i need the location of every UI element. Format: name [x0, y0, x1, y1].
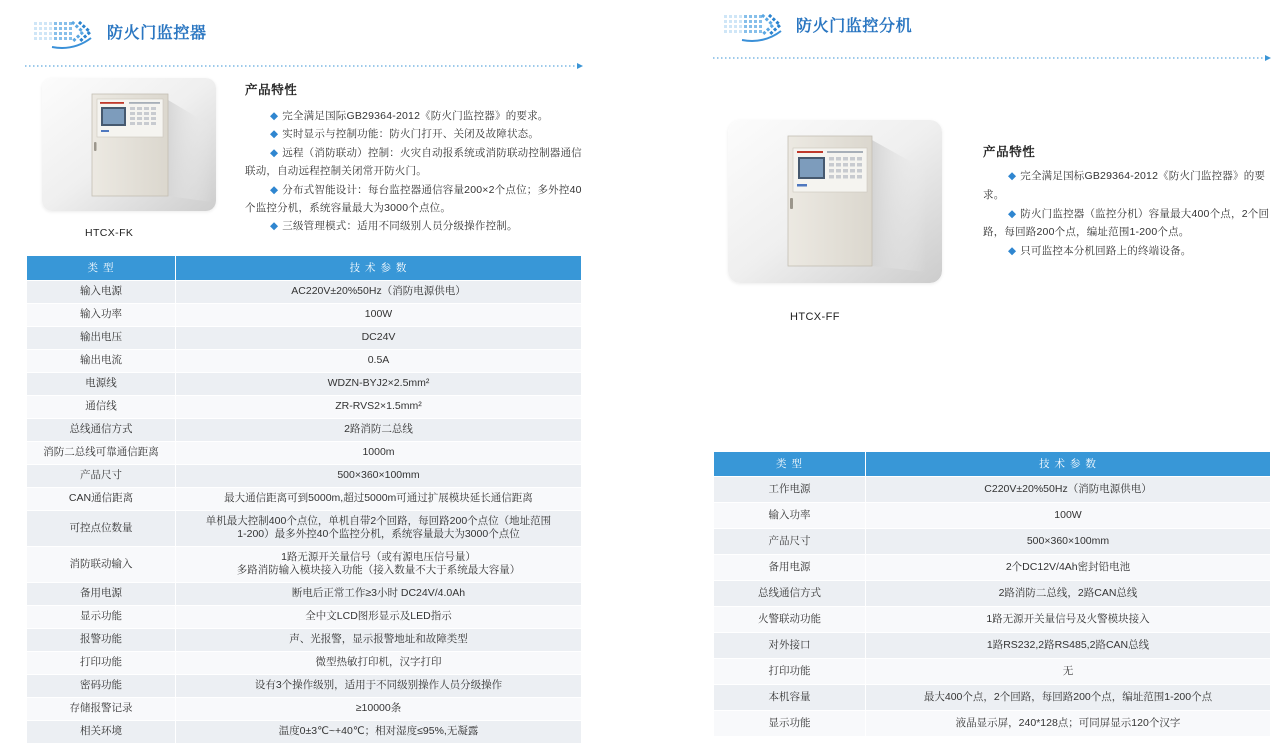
- table-cell-type: 总线通信方式: [27, 418, 176, 441]
- table-cell-spec: 500×360×100mm: [866, 528, 1271, 554]
- table-cell-type: 打印功能: [714, 658, 866, 684]
- table-cell-spec: 断电后正常工作≥3小时 DC24V/4.0Ah: [176, 582, 582, 605]
- feature-item: [245, 144, 583, 181]
- table-cell-spec: 1路无源开关量信号及火警模块接入: [866, 606, 1271, 632]
- table-row: [27, 441, 582, 464]
- diamond-bullet-icon: ◆: [1008, 207, 1017, 220]
- table-row: [27, 349, 582, 372]
- feature-text: 三级管理模式：适用不同级别人员分级操作控制。: [282, 220, 518, 233]
- table-cell-type: 相关环境: [27, 720, 176, 743]
- table-cell-type: 输出电流: [27, 349, 176, 372]
- table-cell-spec: 500×360×100mm: [176, 464, 582, 487]
- monitor-cabinet-image: [42, 78, 216, 211]
- feature-text: 远程（消防联动）控制：火灾自动报系统或消防联动控制器通信联动，自动远程控制关闭常开防火门。: [245, 146, 582, 178]
- table-cell-spec: 1000m: [176, 441, 582, 464]
- table-cell-spec: 1路RS232,2路RS485,2路CAN总线: [866, 632, 1271, 658]
- features-heading: 产品特性: [983, 145, 1036, 159]
- table-row: [714, 658, 1271, 684]
- table-header-type: 类 型: [714, 452, 866, 476]
- table-row: [714, 580, 1271, 606]
- feature-text: 分布式智能设计：每台监控器通信容量200×2个点位；多外控40个监控分机，系统容量最大为3000个点位。: [245, 183, 582, 215]
- product-photo: [728, 120, 942, 283]
- dotted-arrow-icon: [724, 11, 786, 43]
- feature-item: [245, 217, 583, 235]
- diamond-bullet-icon: ◆: [270, 146, 279, 159]
- section-title: 防火门监控器: [107, 23, 207, 42]
- table-row: [27, 674, 582, 697]
- features-list: [245, 107, 583, 236]
- feature-text: 完全满足国际GB29364-2012《防火门监控器》的要求。: [282, 110, 549, 122]
- table-cell-spec: 最大400个点，2个回路，每回路200个点，编址范围1-200个点: [866, 684, 1271, 710]
- table-cell-spec: 100W: [866, 502, 1271, 528]
- table-cell-spec: 2个DC12V/4Ah密封铅电池: [866, 554, 1271, 580]
- table-header-row: [714, 452, 1271, 476]
- table-row: [27, 372, 582, 395]
- features-heading: 产品特性: [245, 83, 298, 97]
- dotted-divider: [713, 55, 1271, 61]
- table-cell-spec: 最大通信距离可到5000m,超过5000m可通过扩展模块延长通信距离: [176, 487, 582, 510]
- table-cell-type: 可控点位数量: [27, 510, 176, 546]
- table-cell-spec: AC220V±20%50Hz（消防电源供电）: [176, 280, 582, 303]
- table-cell-spec: 全中文LCD图形显示及LED指示: [176, 605, 582, 628]
- table-row: [27, 395, 582, 418]
- product-model: HTCX-FK: [85, 227, 134, 239]
- table-cell-spec: 微型热敏打印机，汉字打印: [176, 651, 582, 674]
- feature-item: [245, 107, 583, 125]
- diamond-bullet-icon: ◆: [270, 220, 279, 233]
- dotted-divider: [25, 63, 583, 69]
- table-row: [27, 605, 582, 628]
- table-cell-spec: 100W: [176, 303, 582, 326]
- product-photo: [42, 78, 216, 211]
- table-cell-type: 本机容量: [714, 684, 866, 710]
- table-cell-type: 消防联动输入: [27, 546, 176, 582]
- table-cell-type: 通信线: [27, 395, 176, 418]
- table-row: [27, 697, 582, 720]
- table-cell-type: 电源线: [27, 372, 176, 395]
- spec-line: 1-200）最多外控40个监控分机，系统容量最大为3000个点位: [237, 528, 520, 540]
- table-cell-type: 总线通信方式: [714, 580, 866, 606]
- table-row: [27, 651, 582, 674]
- feature-item: [245, 125, 583, 143]
- spec-line: 单机最大控制400个点位，单机自带2个回路，每回路200个点位（地址范围: [205, 515, 552, 527]
- feature-item: [245, 181, 583, 218]
- spec-table: [713, 452, 1271, 737]
- section-title: 防火门监控分机: [796, 16, 913, 35]
- spec-table: [26, 256, 582, 744]
- table-cell-spec: 0.5A: [176, 349, 582, 372]
- table-cell-spec: C220V±20%50Hz（消防电源供电）: [866, 476, 1271, 502]
- table-cell-type: 备用电源: [714, 554, 866, 580]
- feature-text: 完全满足国标GB29364-2012《防火门监控器》的要求。: [983, 170, 1266, 201]
- product-model: HTCX-FF: [790, 311, 840, 323]
- diamond-bullet-icon: ◆: [270, 110, 279, 122]
- table-cell-type: 对外接口: [714, 632, 866, 658]
- table-row: [714, 684, 1271, 710]
- feature-item: [983, 167, 1271, 205]
- spec-line: 1路无源开关量信号（或有源电压信号量）: [281, 551, 476, 563]
- table-cell-spec: 液晶显示屏，240*128点；可同屏显示120个汉字: [866, 710, 1271, 736]
- table-row: [27, 720, 582, 743]
- table-cell-spec: 设有3个操作级别，适用于不同级别操作人员分级操作: [176, 674, 582, 697]
- sub-monitor-cabinet-image: [728, 120, 942, 283]
- feature-text: 防火门监控器（监控分机）容量最大400个点，2个回路，每回路200个点，编址范围1-200个点。: [983, 207, 1270, 239]
- table-cell-spec: 温度0±3℃~+40℃；相对湿度≤95%,无凝露: [176, 720, 582, 743]
- table-cell-spec: ZR-RVS2×1.5mm²: [176, 395, 582, 418]
- table-row: [27, 280, 582, 303]
- table-cell-type: 显示功能: [27, 605, 176, 628]
- features-list: [983, 167, 1271, 261]
- table-cell-type: 消防二总线可靠通信距离: [27, 441, 176, 464]
- table-row: [27, 510, 582, 546]
- diamond-bullet-icon: ◆: [1008, 245, 1017, 258]
- table-row: [27, 546, 582, 582]
- table-cell-type: 打印功能: [27, 651, 176, 674]
- table-cell-type: 产品尺寸: [714, 528, 866, 554]
- table-row: [27, 326, 582, 349]
- diamond-bullet-icon: ◆: [270, 128, 279, 141]
- feature-item: [983, 205, 1271, 243]
- table-cell-spec: 无: [866, 658, 1271, 684]
- table-header-spec: 技 术 参 数: [866, 452, 1271, 476]
- table-cell-type: 存储报警记录: [27, 697, 176, 720]
- table-cell-spec: [176, 510, 582, 546]
- table-cell-type: CAN通信距离: [27, 487, 176, 510]
- diamond-bullet-icon: ◆: [270, 183, 279, 196]
- feature-text: 实时显示与控制功能：防火门打开、关闭及故障状态。: [282, 128, 540, 141]
- dotted-arrow-icon: [34, 18, 96, 50]
- table-row: [27, 303, 582, 326]
- table-cell-type: 产品尺寸: [27, 464, 176, 487]
- table-header-type: 类 型: [27, 256, 176, 280]
- table-row: [27, 628, 582, 651]
- table-cell-type: 输入功率: [714, 502, 866, 528]
- table-cell-spec: WDZN-BYJ2×2.5mm²: [176, 372, 582, 395]
- table-row: [714, 710, 1271, 736]
- table-cell-type: 输出电压: [27, 326, 176, 349]
- table-cell-spec: [176, 546, 582, 582]
- feature-text: 只可监控本分机回路上的终端设备。: [1020, 245, 1192, 258]
- table-header-spec: 技 术 参 数: [176, 256, 582, 280]
- table-cell-spec: 2路消防二总线，2路CAN总线: [866, 580, 1271, 606]
- table-row: [714, 632, 1271, 658]
- table-cell-spec: DC24V: [176, 326, 582, 349]
- table-row: [714, 554, 1271, 580]
- table-row: [714, 606, 1271, 632]
- table-row: [27, 582, 582, 605]
- table-cell-type: 输入电源: [27, 280, 176, 303]
- table-cell-spec: ≥10000条: [176, 697, 582, 720]
- diamond-bullet-icon: ◆: [1008, 170, 1017, 182]
- table-cell-type: 显示功能: [714, 710, 866, 736]
- spec-line: 多路消防输入模块接入功能（接入数量不大于系统最大容量）: [236, 564, 521, 576]
- table-cell-type: 密码功能: [27, 674, 176, 697]
- table-cell-type: 输入功率: [27, 303, 176, 326]
- table-cell-type: 火警联动功能: [714, 606, 866, 632]
- table-row: [27, 487, 582, 510]
- table-header-row: [27, 256, 582, 280]
- table-cell-spec: 声、光报警，显示报警地址和故障类型: [176, 628, 582, 651]
- table-row: [714, 476, 1271, 502]
- table-row: [27, 418, 582, 441]
- table-cell-spec: 2路消防二总线: [176, 418, 582, 441]
- feature-item: [983, 242, 1271, 261]
- table-row: [714, 528, 1271, 554]
- table-cell-type: 工作电源: [714, 476, 866, 502]
- table-cell-type: 报警功能: [27, 628, 176, 651]
- table-row: [27, 464, 582, 487]
- table-cell-type: 备用电源: [27, 582, 176, 605]
- table-row: [714, 502, 1271, 528]
